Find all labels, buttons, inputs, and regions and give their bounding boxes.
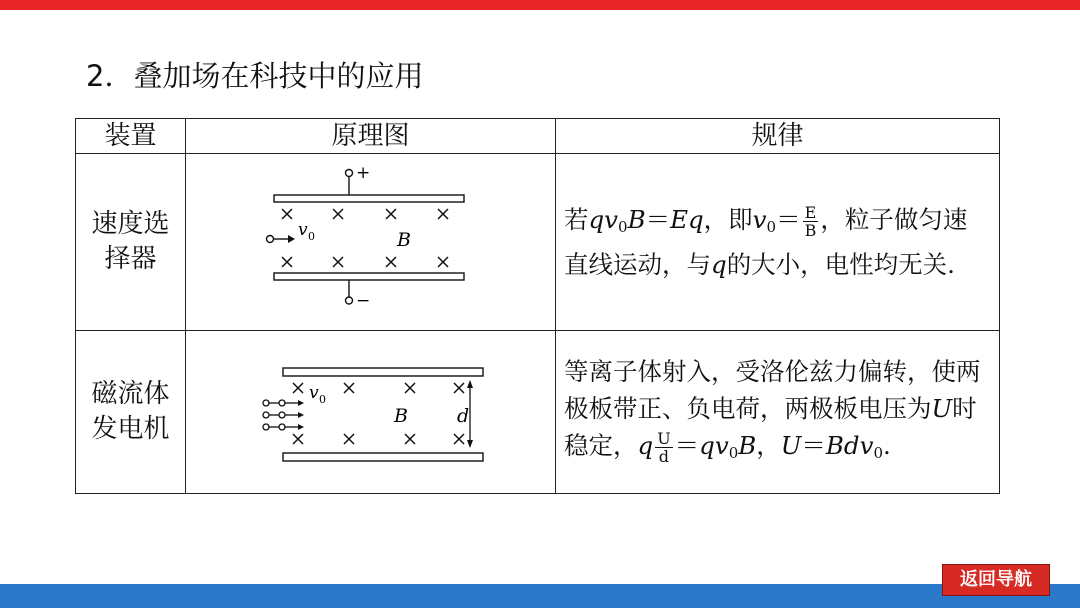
table-row <box>76 154 1000 331</box>
top-plate <box>283 368 483 376</box>
rule-text: 等离子体射入，受洛伦兹力偏转，使两极板带正、负电荷，两极板电压为 <box>564 356 981 423</box>
rule-text: 的大小，电性均无关. <box>726 250 955 279</box>
return-navigation-button[interactable]: 返回导航 <box>942 564 1050 596</box>
field-label: B <box>397 229 411 251</box>
mhd-generator-diagram <box>186 332 556 488</box>
plus-sign: + <box>356 163 371 183</box>
device-name-line: 择器 <box>104 244 157 274</box>
terminal-circle <box>346 297 353 304</box>
rule-math: Eq <box>670 205 704 234</box>
velocity-subscript: 0 <box>319 393 326 406</box>
rule-text: ＝ <box>776 205 801 234</box>
fraction-numerator: U <box>657 428 671 448</box>
section-heading: 2．叠加场在科技中的应用 <box>86 59 424 93</box>
top-accent-bar <box>0 0 1080 10</box>
rule-math: B <box>738 430 757 460</box>
fraction-denominator: d <box>658 446 670 466</box>
field-label: B <box>394 405 408 427</box>
bottom-plate <box>283 453 483 461</box>
top-plate <box>274 195 464 202</box>
velocity-label: v <box>298 220 308 240</box>
rule-math: U <box>780 430 802 460</box>
rule-text: ，即 <box>703 205 753 234</box>
rule-math: q <box>637 430 654 460</box>
bottom-plate <box>274 273 464 280</box>
rule-subscript: 0 <box>873 443 883 462</box>
distance-label: d <box>457 405 470 427</box>
arrow-head <box>288 235 295 243</box>
rule-text: 若 <box>564 205 589 234</box>
device-name-line: 磁流体 <box>91 379 170 409</box>
rule-math: Bdv <box>825 430 874 460</box>
terminal-circle <box>346 170 353 177</box>
table-row <box>76 331 1000 494</box>
rule-math: q <box>711 250 727 279</box>
particle <box>267 236 274 243</box>
device-name-line: 发电机 <box>91 414 170 444</box>
rule-text: ， <box>756 430 781 460</box>
fraction-denominator: B <box>804 221 817 240</box>
velocity-selector-diagram <box>186 155 556 325</box>
velocity-label: v <box>309 383 319 403</box>
rule-cell <box>556 331 1000 494</box>
diagram-cell <box>186 154 556 331</box>
header-device: 装置 <box>76 119 186 154</box>
rule-subscript: 0 <box>766 218 777 236</box>
rule-math: qv <box>699 430 729 460</box>
rule-text: ＝ <box>801 430 826 460</box>
rule-subscript: 0 <box>618 218 628 236</box>
rule-cell <box>556 154 1000 331</box>
rule-math: B <box>627 205 646 234</box>
fraction-numerator: E <box>803 204 819 222</box>
fraction <box>655 430 672 465</box>
header-rule: 规律 <box>556 119 1000 154</box>
bottom-accent-bar <box>0 584 1080 608</box>
device-cell <box>76 154 186 331</box>
device-cell <box>76 331 186 494</box>
rule-text: . <box>883 430 891 460</box>
device-name-line: 速度选 <box>91 209 170 239</box>
rule-subscript: 0 <box>728 443 739 462</box>
rule-text: ＝ <box>645 205 671 234</box>
rule-math: qv <box>588 205 619 234</box>
arrow-head <box>467 440 473 448</box>
velocity-subscript: 0 <box>308 230 315 243</box>
application-table <box>75 118 1000 494</box>
minus-sign: − <box>356 291 371 311</box>
arrow-head <box>467 380 473 388</box>
fraction <box>803 204 819 239</box>
arrow-heads <box>298 400 304 430</box>
rule-text: ，粒子做匀速直线运动，与 <box>564 205 968 279</box>
table-header-row <box>76 119 1000 154</box>
header-diagram: 原理图 <box>186 119 556 154</box>
rule-text: ＝ <box>674 430 700 460</box>
rule-math: v <box>752 205 767 234</box>
diagram-cell <box>186 331 556 494</box>
rule-math: U <box>931 393 953 423</box>
rule-text: 时稳定， <box>564 393 977 460</box>
